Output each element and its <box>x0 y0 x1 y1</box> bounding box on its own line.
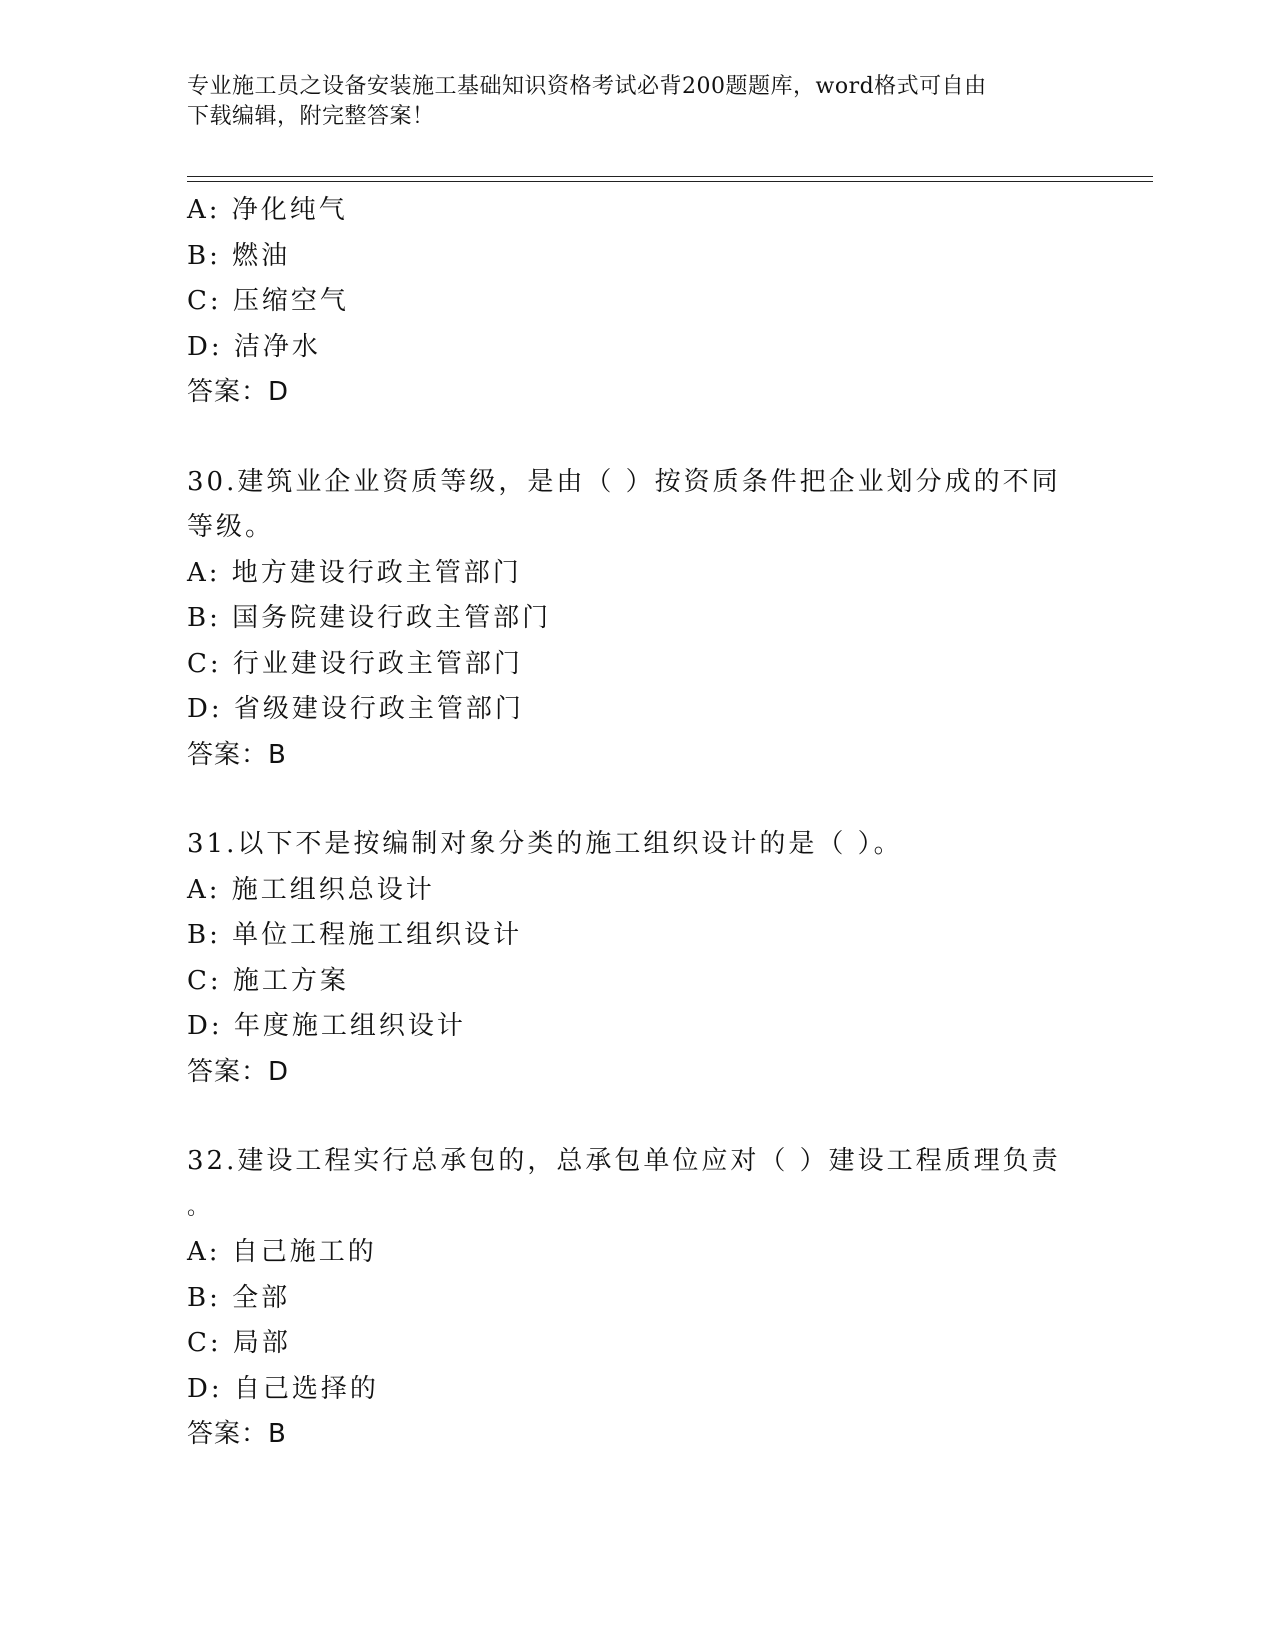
header-line-1: 专业施工员之设备安装施工基础知识资格考试必背200题题库，word格式可自由 <box>187 74 987 99</box>
option-d: D: 自己选择的 <box>187 1373 379 1404</box>
option-c: C: 行业建设行政主管部门 <box>187 648 523 679</box>
option-a: A: 施工组织总设计 <box>187 874 435 905</box>
option-c: C: 施工方案 <box>187 965 349 996</box>
option-b: B: 燃油 <box>187 240 291 271</box>
header-divider-bottom <box>187 181 1153 182</box>
option-b: B: 全部 <box>187 1282 291 1313</box>
header-line-2: 下载编辑，附完整答案！ <box>187 104 435 129</box>
block-spacer <box>187 1095 1087 1139</box>
option-c: C: 压缩空气 <box>187 286 349 316</box>
option-d: D: 年度施工组织设计 <box>187 1011 466 1041</box>
option-a: A: 净化纯气 <box>187 195 348 225</box>
question-text-line-1: 31.以下不是按编制对象分类的施工组织设计的是（ ）。 <box>187 829 903 859</box>
question-list <box>187 188 1087 1458</box>
answer-line: 答案：D <box>187 377 290 407</box>
block-spacer <box>187 416 1087 460</box>
option-b: B: 单位工程施工组织设计 <box>187 920 523 950</box>
option-d: D: 省级建设行政主管部门 <box>187 694 524 724</box>
option-c: C: 局部 <box>187 1328 291 1358</box>
header-divider-top <box>187 176 1153 177</box>
question-block-30 <box>187 460 1087 779</box>
question-block-32 <box>187 1139 1087 1458</box>
option-a: A: 地方建设行政主管部门 <box>187 557 522 588</box>
question-block-29 <box>187 188 1087 416</box>
option-a: A: 自己施工的 <box>187 1237 377 1267</box>
question-text-line-1: 30.建筑业企业资质等级，是由（ ）按资质条件把企业划分成的不同 <box>187 466 1061 497</box>
question-block-31 <box>187 822 1087 1095</box>
option-d: D: 洁净水 <box>187 331 321 362</box>
question-text-line-2: 等级。 <box>187 512 275 542</box>
block-spacer <box>187 778 1087 822</box>
answer-line: 答案：B <box>187 1419 287 1449</box>
document-header <box>187 72 1067 132</box>
answer-line: 答案：B <box>187 739 287 770</box>
answer-line: 答案：D <box>187 1056 290 1087</box>
option-b: B: 国务院建设行政主管部门 <box>187 603 552 633</box>
question-text-line-2: 。 <box>187 1194 213 1220</box>
question-text-line-1: 32.建设工程实行总承包的，总承包单位应对（ ）建设工程质理负责 <box>187 1146 1061 1176</box>
